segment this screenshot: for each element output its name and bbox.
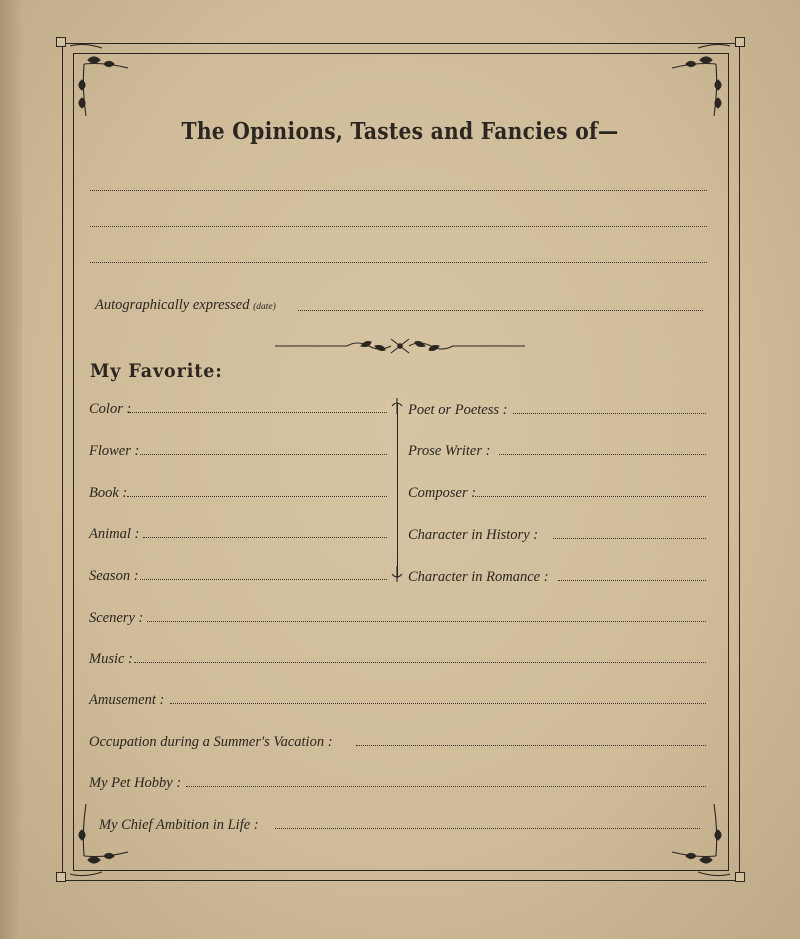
- leaf-ornament-icon: [64, 800, 144, 880]
- field-line-book[interactable]: [127, 496, 387, 497]
- field-label-prose-writer: Prose Writer :: [408, 443, 491, 459]
- field-line-character-history[interactable]: [553, 538, 706, 539]
- date-label: (date): [253, 302, 276, 312]
- favorite-heading: My Favorite:: [90, 360, 223, 382]
- fleuron-icon: [390, 566, 404, 582]
- field-line-animal[interactable]: [143, 537, 387, 538]
- field-label-character-history: Character in History :: [408, 527, 539, 543]
- field-label-color: Color :: [89, 401, 132, 417]
- field-label-scenery: Scenery :: [89, 610, 144, 626]
- fleuron-icon: [390, 398, 404, 414]
- field-line-prose-writer[interactable]: [499, 454, 706, 455]
- corner-square-top-right: [735, 37, 745, 47]
- date-line[interactable]: [298, 310, 703, 311]
- field-line-flower[interactable]: [140, 454, 387, 455]
- field-line-pet-hobby[interactable]: [186, 786, 706, 787]
- field-label-composer: Composer :: [408, 485, 477, 501]
- field-label-music: Music :: [89, 651, 133, 667]
- field-line-occupation[interactable]: [356, 745, 706, 746]
- name-line[interactable]: [90, 262, 707, 263]
- field-label-animal: Animal :: [89, 526, 140, 542]
- field-line-composer[interactable]: [475, 496, 706, 497]
- field-line-season[interactable]: [140, 579, 387, 580]
- field-label-pet-hobby: My Pet Hobby :: [89, 775, 182, 791]
- field-label-ambition: My Chief Ambition in Life :: [99, 817, 259, 833]
- page-title: The Opinions, Tastes and Fancies of—: [181, 118, 619, 145]
- flourish-divider-icon: [275, 336, 525, 356]
- name-line[interactable]: [90, 226, 707, 227]
- leaf-ornament-icon: [656, 800, 736, 880]
- column-divider: [397, 403, 398, 578]
- field-line-ambition[interactable]: [275, 828, 700, 829]
- field-line-scenery[interactable]: [147, 621, 706, 622]
- leaf-ornament-icon: [656, 40, 736, 120]
- field-label-season: Season :: [89, 568, 139, 584]
- autograph-label: Autographically expressed (date): [95, 297, 276, 313]
- field-label-amusement: Amusement :: [89, 692, 165, 708]
- field-line-color[interactable]: [129, 412, 387, 413]
- field-label-poet: Poet or Poetess :: [408, 402, 508, 418]
- field-line-amusement[interactable]: [170, 703, 706, 704]
- field-line-music[interactable]: [134, 662, 706, 663]
- field-label-flower: Flower :: [89, 443, 140, 459]
- name-line[interactable]: [90, 190, 707, 191]
- field-line-character-romance[interactable]: [558, 580, 706, 581]
- field-line-poet[interactable]: [513, 413, 706, 414]
- leaf-ornament-icon: [64, 40, 144, 120]
- corner-square-bottom-right: [735, 872, 745, 882]
- page-edge-shadow: [0, 0, 22, 939]
- field-label-character-romance: Character in Romance :: [408, 569, 549, 585]
- field-label-occupation: Occupation during a Summer's Vacation :: [89, 734, 333, 750]
- field-label-book: Book :: [89, 485, 128, 501]
